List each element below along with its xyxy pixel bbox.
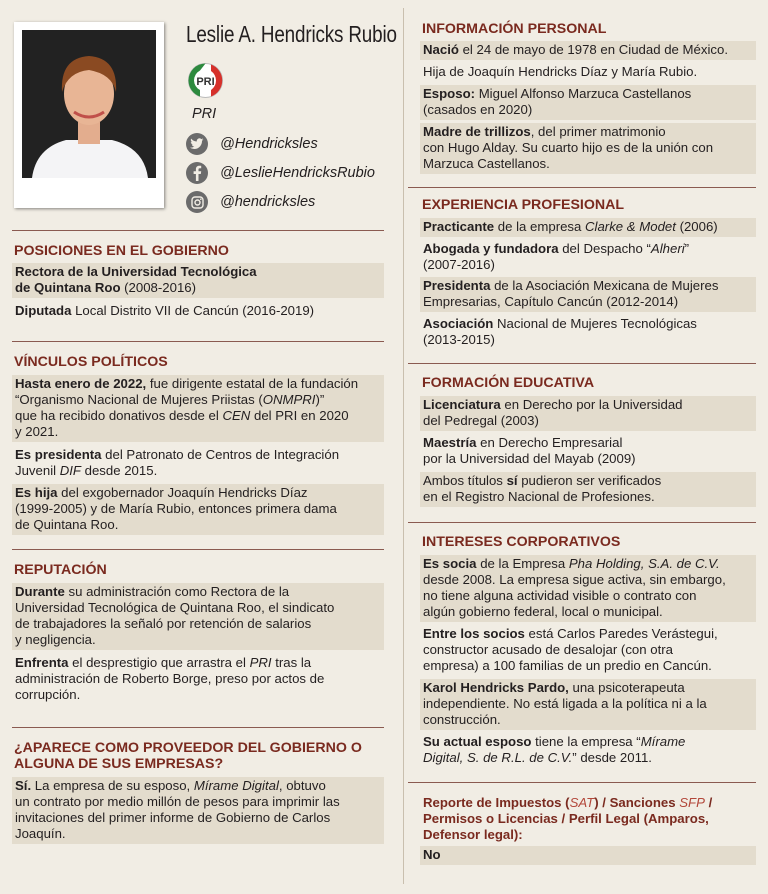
social-twitter[interactable] (186, 132, 406, 156)
experiencia-item: Presidenta de la Asociación Mexicana de Mujeres Empresarias, Capítulo Cancún (2012-2014) (420, 277, 756, 312)
profile-photo (14, 22, 164, 208)
vinculos-item: Es presidenta del Patronato de Centros de Integración Juvenil DIF desde 2015. (15, 447, 340, 478)
personal-item: Nació el 24 de mayo de 1978 en Ciudad de México. (420, 41, 756, 60)
intereses-item: Su actual esposo tiene la empresa “Mírame Digital, S. de R.L. de C.V.” desde 2011. (423, 734, 686, 765)
section-divider (12, 727, 384, 728)
social-handle: @hendricksles (220, 194, 316, 210)
portrait-image (22, 30, 156, 178)
section-divider (408, 782, 756, 783)
facebook-icon (186, 162, 208, 184)
section-divider (408, 187, 756, 188)
vinculos-item: Es hija del exgobernador Joaquín Hendricks Díaz (1999-2005) y de María Rubio, entonces primera dama de Quintana Roo. (12, 484, 384, 535)
section-divider (12, 230, 384, 231)
formacion-item: Maestría en Derecho Empresarial por la Universidad del Mayab (2009) (423, 435, 636, 466)
section-title-experiencia: EXPERIENCIA PROFESIONAL (422, 197, 625, 213)
section-title-intereses: INTERESES CORPORATIVOS (422, 534, 621, 550)
experiencia-item: Asociación Nacional de Mujeres Tecnológicas (2013-2015) (423, 316, 697, 347)
posiciones-item: Rectora de la Universidad Tecnológica de Quintana Roo (2008-2016) (12, 263, 384, 298)
intereses-item: Karol Hendricks Pardo, una psicoterapeuta independiente. No está ligada a la política ni a la construcción. (420, 679, 756, 730)
social-facebook[interactable] (186, 161, 406, 185)
experiencia-item: Abogada y fundadora del Despacho “Alheri” (2007-2016) (423, 241, 690, 272)
section-divider (12, 341, 384, 342)
reporte-heading: Reporte de Impuestos (SAT) / Sanciones SFP / Permisos o Licencias / Perfil Legal (Amparos, Defensor legal): (423, 795, 713, 842)
instagram-icon (186, 191, 208, 213)
personal-item: Madre de trillizos, del primer matrimonio con Hugo Alday. Su cuarto hijo es de la unión con Marzuca Castellanos. (420, 123, 756, 174)
personal-item: Esposo: Miguel Alfonso Marzuca Castellanos (casados en 2020) (420, 85, 756, 120)
section-title-reputacion: REPUTACIÓN (14, 562, 107, 578)
social-handle: @Hendricksles (220, 136, 318, 152)
posiciones-item: Diputada Local Distrito VII de Cancún (2016-2019) (15, 303, 315, 318)
section-title-posiciones: POSICIONES EN EL GOBIERNO (14, 243, 229, 259)
section-divider (408, 522, 756, 523)
section-title-formacion: FORMACIÓN EDUCATIVA (422, 375, 595, 391)
svg-text:PRI: PRI (196, 76, 215, 88)
section-divider (408, 363, 756, 364)
experiencia-item: Practicante de la empresa Clarke & Modet (2006) (420, 218, 756, 237)
vinculos-item: Hasta enero de 2022, fue dirigente estatal de la fundación “Organismo Nacional de Mujeres Priistas (ONMPRI)” que ha recibido donativos desde el CEN del PRI en 2020 y 2021. (12, 375, 384, 442)
section-divider (12, 549, 384, 550)
section-title-personal: INFORMACIÓN PERSONAL (422, 21, 607, 37)
section-title-proveedor: ¿APARECE COMO PROVEEDOR DEL GOBIERNO O ALGUNA DE SUS EMPRESAS? (14, 740, 362, 772)
section-title-vinculos: VÍNCULOS POLÍTICOS (14, 354, 168, 370)
personal-item: Hija de Joaquín Hendricks Díaz y María Rubio. (423, 64, 698, 79)
proveedor-item: Sí. La empresa de su esposo, Mírame Digital, obtuvo un contrato por medio millón de pesos para imprimir las invitaciones del primer informe de Gobierno de Carlos Joaquín. (12, 777, 384, 844)
reputacion-item: Enfrenta el desprestigio que arrastra el PRI tras la administración de Roberto Borge, preso por actos de corrupción. (15, 655, 325, 702)
column-divider (403, 8, 404, 884)
formacion-item: Licenciatura en Derecho por la Universidad del Pedregal (2003) (420, 396, 756, 431)
formacion-item: Ambos títulos sí pudieron ser verificados en el Registro Nacional de Profesiones. (420, 472, 756, 507)
reporte-answer: No (420, 846, 756, 865)
pri-logo-icon (188, 63, 223, 98)
reputacion-item: Durante su administración como Rectora de la Universidad Tecnológica de Quintana Roo, el sindicato de trabajadores la señaló por retención de salarios y negligencia. (12, 583, 384, 650)
intereses-item: Entre los socios está Carlos Paredes Verástegui, constructor acusado de desalojar (con otra empresa) a 100 familias de un predio en Cancún. (423, 626, 718, 673)
party-name: PRI (192, 106, 217, 122)
profile-name: Leslie A. Hendricks Rubio (186, 21, 397, 47)
social-instagram[interactable] (186, 190, 406, 214)
twitter-icon (186, 133, 208, 155)
intereses-item: Es socia de la Empresa Pha Holding, S.A. de C.V. desde 2008. La empresa sigue activa, sin embargo, no tiene alguna actividad visible o contrato con algún gobierno federal, local o municipal. (420, 555, 756, 622)
social-handle: @LeslieHendricksRubio (220, 165, 375, 181)
